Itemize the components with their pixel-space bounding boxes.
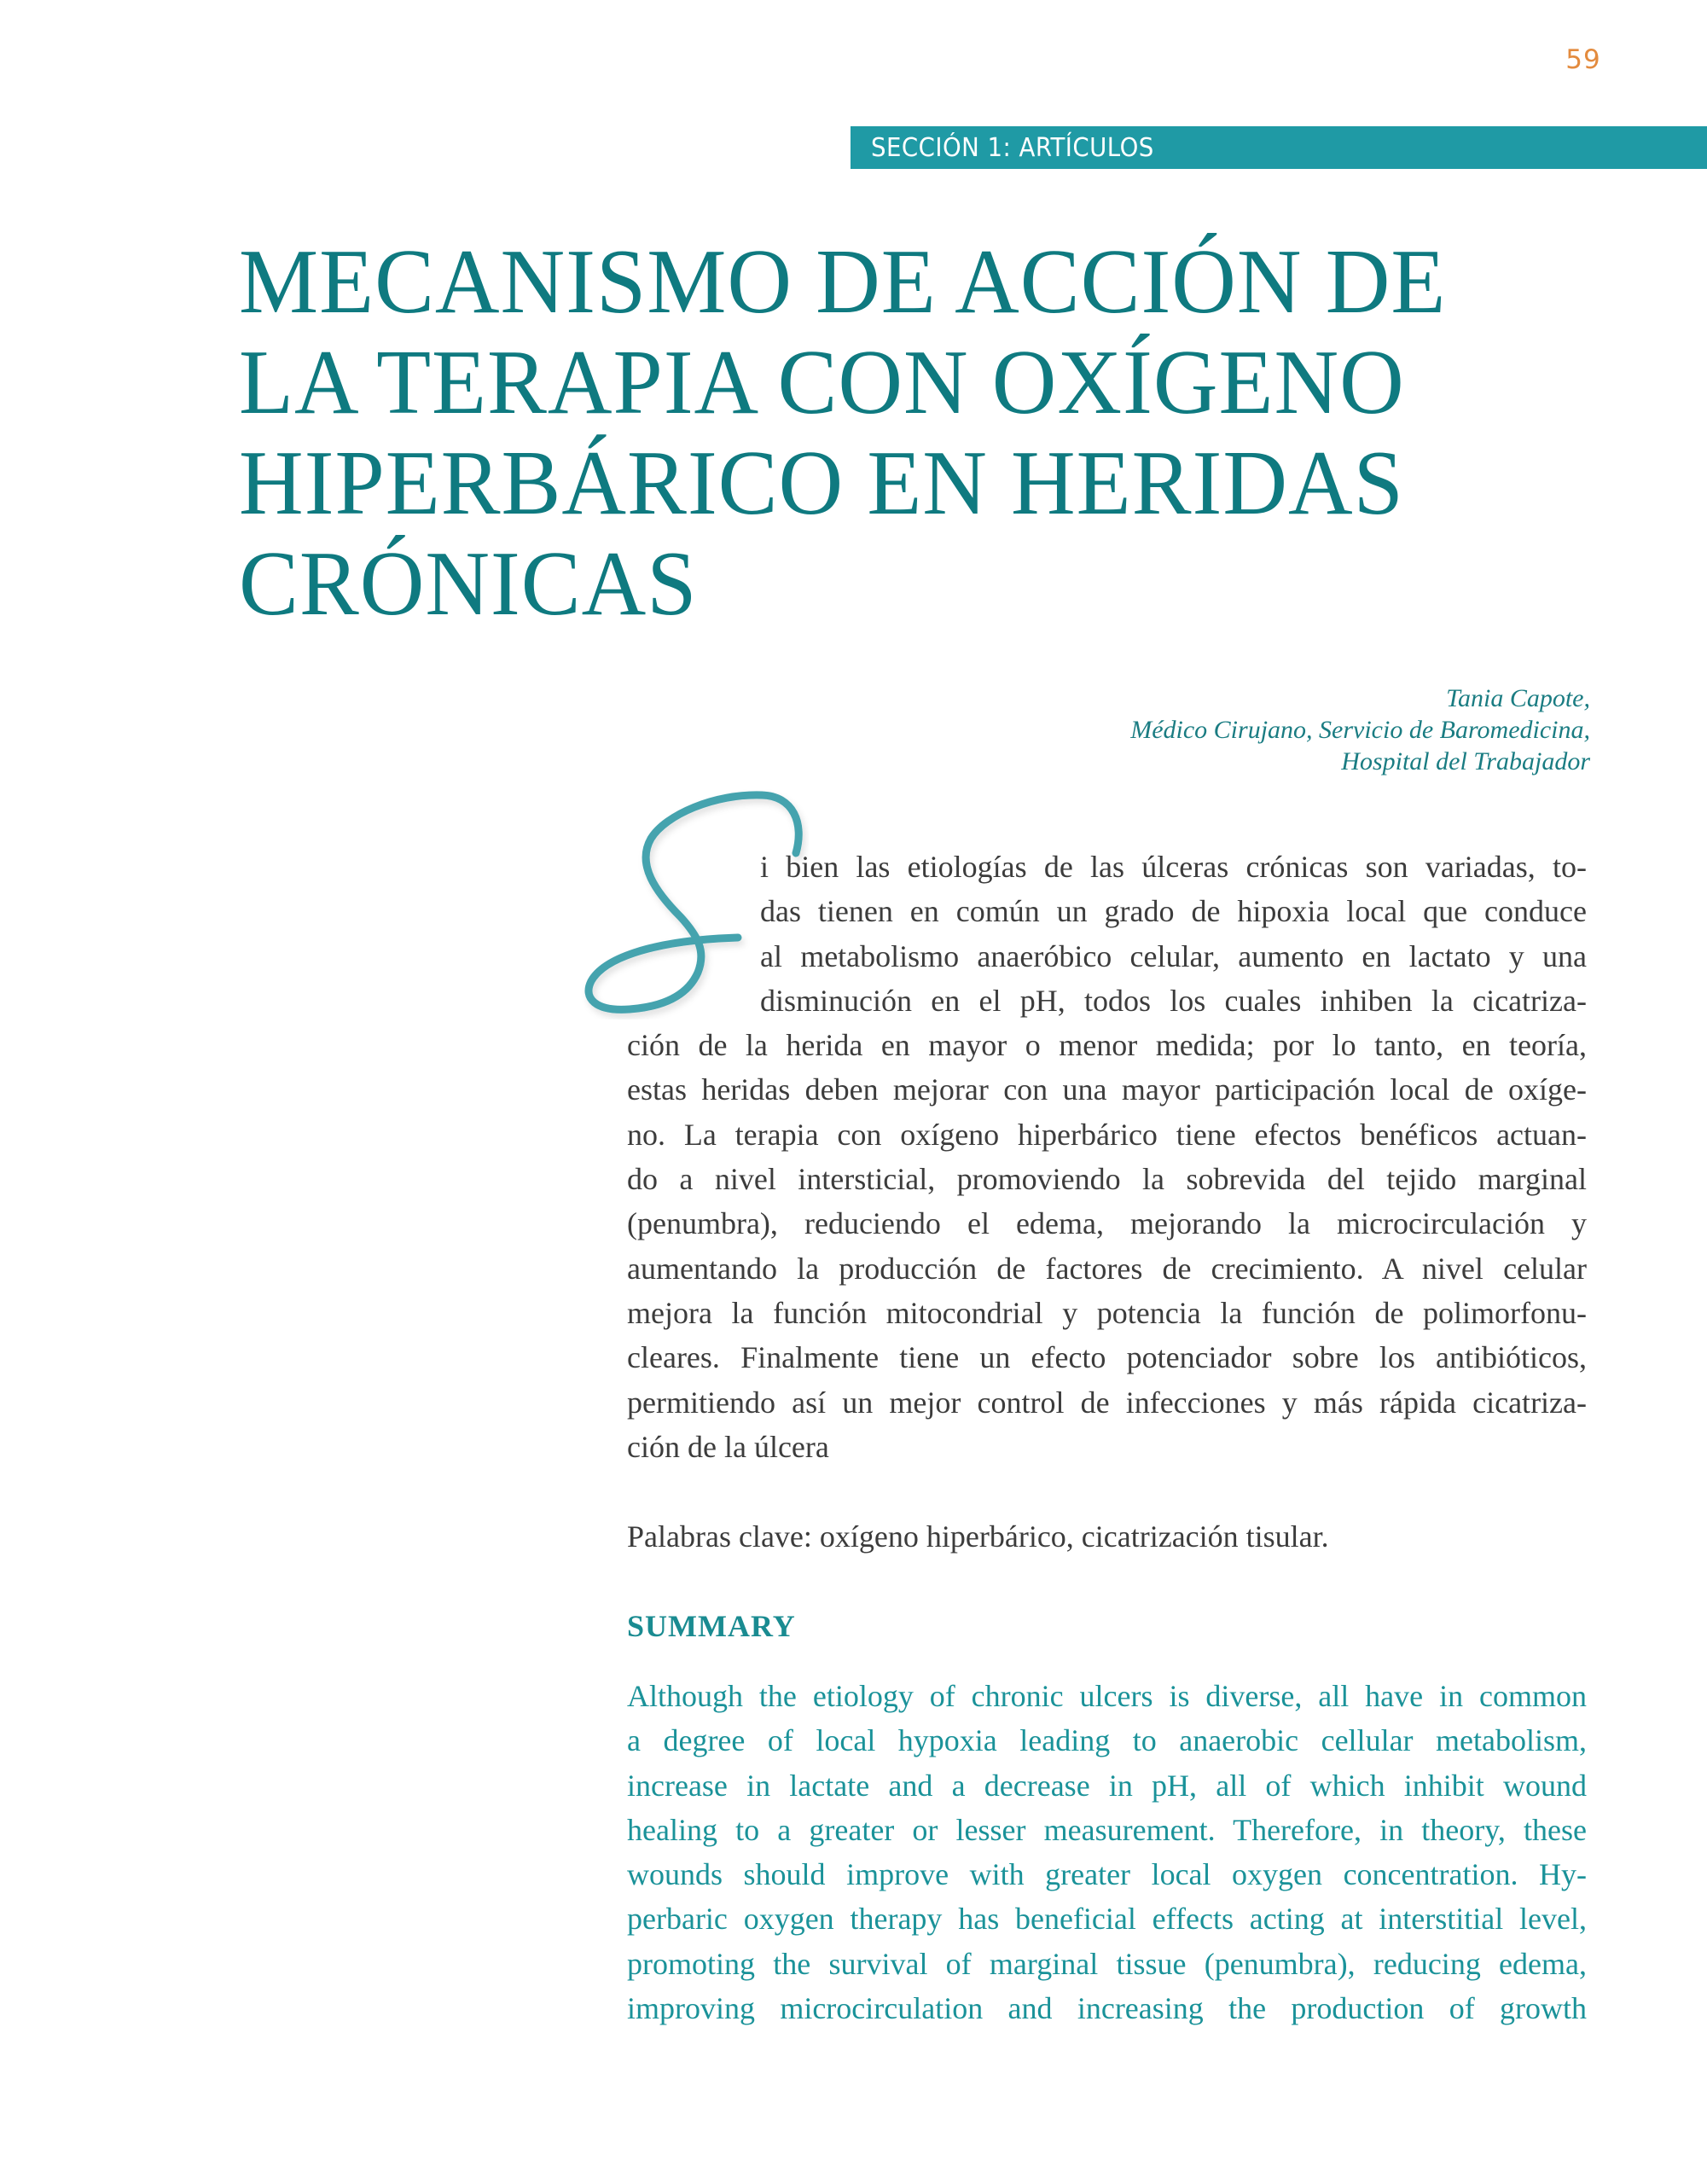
abstract-line: disminución en el pH, todos los cuales inhiben la cicatriza- bbox=[760, 983, 1587, 1018]
abstract-line: estas heridas deben mejorar con una mayor participación local de oxíge- bbox=[627, 1072, 1587, 1107]
title-line: HIPERBÁRICO EN HERIDAS bbox=[239, 433, 1404, 534]
page-number: 59 bbox=[1565, 44, 1601, 75]
abstract-line: i bien las etiologías de las úlceras crónicas son variadas, to- bbox=[760, 850, 1587, 884]
summary-line: a degree of local hypoxia leading to anaerobic cellular metabolism, bbox=[627, 1723, 1587, 1758]
abstract-paragraph bbox=[627, 845, 1587, 1469]
summary-line: promoting the survival of marginal tissue (penumbra), reducing edema, bbox=[627, 1946, 1587, 1981]
abstract-line: permitiendo así un mejor control de infecciones y más rápida cicatriza- bbox=[627, 1385, 1587, 1420]
author-name: Tania Capote, bbox=[1446, 684, 1590, 712]
article-title bbox=[239, 232, 1621, 635]
title-line: CRÓNICAS bbox=[239, 533, 698, 635]
summary-heading: SUMMARY bbox=[627, 1609, 796, 1643]
abstract-line: cleares. Finalmente tiene un efecto potenciador sobre los antibióticos, bbox=[627, 1340, 1587, 1375]
abstract-line: no. La terapia con oxígeno hiperbárico tiene efectos benéficos actuan- bbox=[627, 1117, 1587, 1152]
author-block bbox=[1130, 682, 1590, 777]
abstract-line: mejora la función mitocondrial y potencia la función de polimorfonu- bbox=[627, 1295, 1587, 1330]
abstract-line: do a nivel intersticial, promoviendo la sobrevida del tejido marginal bbox=[627, 1162, 1587, 1197]
abstract-line: al metabolismo anaeróbico celular, aumento en lactato y una bbox=[760, 938, 1587, 973]
summary-line: improving microcirculation and increasing the production of growth bbox=[627, 1991, 1587, 2026]
title-line: MECANISMO DE ACCIÓN DE bbox=[239, 231, 1447, 333]
abstract-line: ción de la herida en mayor o menor medida; por lo tanto, en teoría, bbox=[627, 1028, 1587, 1063]
section-label: SECCIÓN 1: ARTÍCULOS bbox=[871, 133, 1154, 163]
author-role: Médico Cirujano, Servicio de Baromedicina, bbox=[1130, 716, 1590, 744]
summary-line: perbaric oxygen therapy has beneficial effects acting at interstitial level, bbox=[627, 1902, 1587, 1937]
section-banner bbox=[851, 126, 1707, 169]
summary-paragraph bbox=[627, 1674, 1587, 2030]
abstract-line: das tienen en común un grado de hipoxia local que conduce bbox=[760, 894, 1587, 929]
summary-line: Although the etiology of chronic ulcers is diverse, all have in common bbox=[627, 1679, 1587, 1713]
summary-line: increase in lactate and a decrease in pH, all of which inhibit wound bbox=[627, 1768, 1587, 1803]
title-line: LA TERAPIA CON OXÍGENO bbox=[239, 332, 1405, 433]
keywords: Palabras clave: oxígeno hiperbárico, cicatrización tisular. bbox=[627, 1519, 1329, 1554]
summary-line: wounds should improve with greater local oxygen concentration. Hy- bbox=[627, 1857, 1587, 1892]
abstract-line: aumentando la producción de factores de crecimiento. A nivel celular bbox=[627, 1251, 1587, 1286]
author-institution: Hospital del Trabajador bbox=[1341, 747, 1590, 775]
abstract-line: ción de la úlcera bbox=[627, 1429, 829, 1464]
abstract-line: (penumbra), reduciendo el edema, mejorando la microcirculación y bbox=[627, 1206, 1587, 1241]
summary-line: healing to a greater or lesser measurement. Therefore, in theory, these bbox=[627, 1812, 1587, 1847]
